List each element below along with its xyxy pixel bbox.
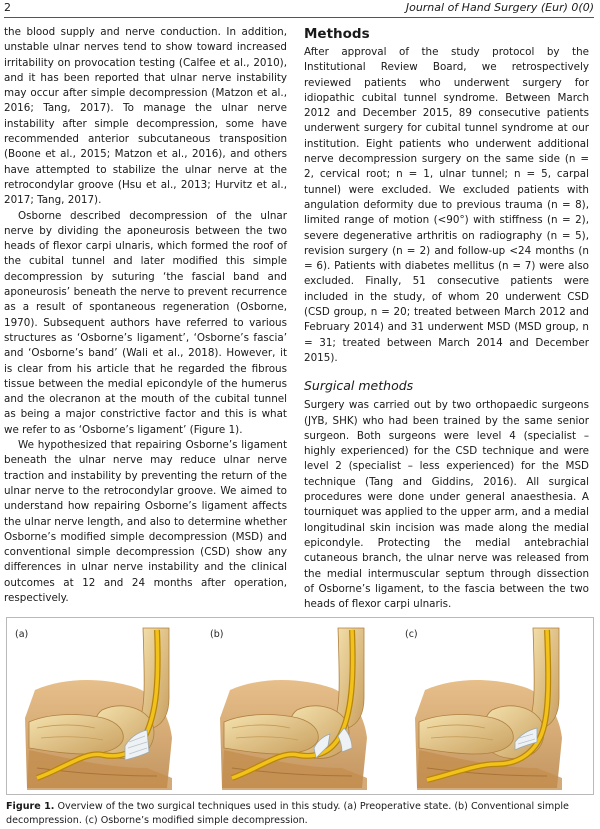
- figure-caption-text: Overview of the two surgical techniques used in this study. (a) Preoperative state. (b) Conventional simple decompression. (c) Osborne’s modified simple decompression.: [6, 801, 569, 826]
- surgical-methods-heading: Surgical methods: [304, 378, 414, 394]
- figure-panel-b: [202, 618, 397, 794]
- elbow-illustration-c: [397, 618, 592, 794]
- panel-label-b: (b): [210, 629, 224, 640]
- figure-panel-a: [7, 618, 202, 794]
- surgical-methods-paragraph: Surgery was carried out by two orthopaedic surgeons (JYB, SHK) who had been trained by the same senior surgeon. Both surgeons were level 4 (specialist – highly experienced) for the CSD technique and were level 2 (specialist – less experienced) for the MSD technique (Tang and Giddins, 2016). All surgical procedures were done under general anaesthesia. A tourniquet was applied to the upper arm, and a medial longitudinal skin incision was made along the medial epicondyle. Protecting the medial antebrachial cutaneous branch, the ulnar nerve was released from the medial intermuscular septum through dissection of Osborne’s ligament, to the fascia between the two heads of flexor carpi ulnaris.: [304, 399, 589, 611]
- elbow-illustration-b: [202, 618, 397, 794]
- paragraph-hypothesis: We hypothesized that repairing Osborne’s ligament beneath the ulnar nerve may reduce ulnar nerve traction and instability by preventing the return of the ulnar nerve to the retrocondylar groove. We aimed to understand how repairing Osborne’s ligament affects the ulnar nerve length, and also to determine whether Osborne’s modified simple decompression (MSD) and conventional simple decompression (CSD) show any differences in ulnar nerve instability and the clinical outcomes at 12 and 24 months after operation, respectively.: [4, 439, 287, 604]
- methods-paragraph: After approval of the study protocol by the Institutional Review Board, we retrospectively reviewed patients who underwent surgery for idiopathic cubital tunnel syndrome. Between March 2012 and December 2015, 89 consecutive patients underwent surgery for cubital tunnel syndrome at our institution. Eight patients who underwent additional nerve decompression surgery on the same side (n = 2, cervical root; n = 1, ulnar tunnel; n = 5, carpal tunnel) were excluded. We excluded patients with angulation deformity due to previous trauma (n = 8), limited range of motion (<90°) with stiffness (n = 2), severe degenerative arthritis on radiography (n = 5), revision surgery (n = 2) and follow-up <24 months (n = 6). Patients with diabetes mellitus (n = 7) were also excluded. Finally, 51 consecutive patients were included in the study, of whom 20 underwent CSD (CSD group, n = 20; treated between March 2012 and February 2014) and 31 underwent MSD (MSD group, n = 31; treated between March 2014 and December 2015).: [304, 46, 589, 364]
- journal-title: Journal of Hand Surgery (Eur) 0(0): [405, 1, 594, 14]
- page-number: 2: [4, 1, 11, 14]
- figure-caption-label: Figure 1.: [6, 801, 55, 812]
- elbow-illustration-a: [7, 618, 202, 794]
- figure-caption: [6, 800, 592, 827]
- right-column: [304, 25, 589, 612]
- methods-heading: Methods: [304, 26, 370, 42]
- figure-panel-c: [397, 618, 592, 794]
- paragraph-osborne: Osborne described decompression of the ulnar nerve by dividing the aponeurosis between the two heads of flexor carpi ulnaris, which formed the roof of the cubital tunnel and later modified this simple decompression by suturing ‘the fascial band and aponeurosis’ beneath the nerve to prevent recurrence as a result of spontaneous regeneration (Osborne, 1970). Subsequent authors have referred to various structures as ‘Osborne’s ligament’, ‘Osborne’s fascia’ and ‘Osborne’s band’ (Wali et al., 2018). However, it is clear from his article that he regarded the fibrous tissue between the medial epicondyle of the humerus and the olecranon at the mouth of the cubital tunnel as being a major constrictive factor and this is what we refer to as ‘Osborne’s ligament’ (Figure 1).: [4, 209, 287, 436]
- running-header: [4, 0, 594, 18]
- left-column: [4, 25, 287, 606]
- paragraph-intro-continued: the blood supply and nerve conduction. In addition, unstable ulnar nerves tend to show toward increased irritability on provocation testing (Calfee et al., 2010), and it has been reported that ulnar nerve instability may occur after simple decompression (Matzon et al., 2016; Tang, 2017). To manage the ulnar nerve instability after simple decompression, some have recommended anterior subcutaneous transposition (Boone et al., 2015; Matzon et al., 2016), and others have attempted to stabilize the ulnar nerve at the retrocondylar groove (Hsu et al., 2013; Hurvitz et al., 2017; Tang, 2017).: [4, 26, 287, 207]
- figure-1: [6, 617, 594, 795]
- panel-label-a: (a): [15, 629, 29, 640]
- panel-label-c: (c): [405, 629, 418, 640]
